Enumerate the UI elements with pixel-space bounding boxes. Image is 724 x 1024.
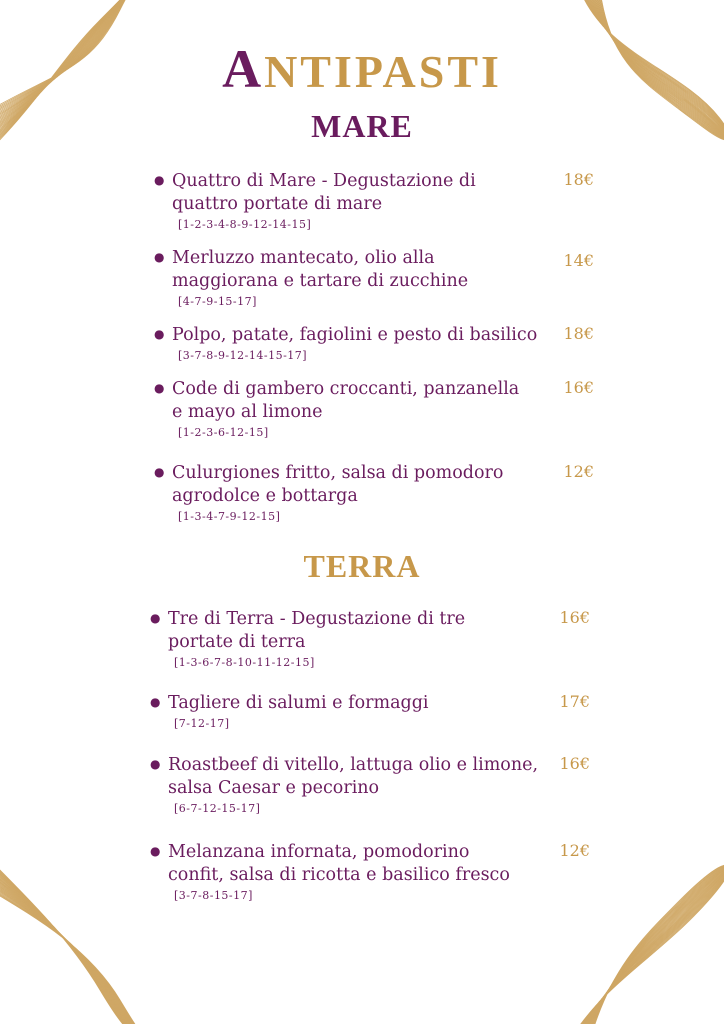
menu-item <box>146 608 590 669</box>
menu-item-allergens: [3-7-8-9-12-14-15-17] <box>178 349 308 362</box>
menu-item-price: 17€ <box>559 692 590 711</box>
menu-item <box>146 754 590 815</box>
bullet-icon: ● <box>150 611 161 625</box>
bullet-icon: ● <box>154 250 165 264</box>
menu-item <box>150 378 594 439</box>
menu-item-name: Merluzzo mantecato, olio alla maggiorana e tartare di zucchine <box>172 248 469 291</box>
menu-item <box>150 170 594 231</box>
menu-item-name: Melanzana infornata, pomodorino confit, salsa di ricotta e basilico fresco <box>168 842 510 885</box>
menu-item-price: 16€ <box>559 608 590 627</box>
menu-item <box>150 247 594 308</box>
bullet-icon: ● <box>150 695 161 709</box>
bullet-icon: ● <box>154 327 165 341</box>
menu-item-name: Polpo, patate, fagiolini e pesto di basilico <box>172 325 538 345</box>
menu-item-price: 18€ <box>563 324 594 343</box>
menu-item-allergens: [1-3-6-7-8-10-11-12-15] <box>174 656 315 669</box>
bullet-icon: ● <box>150 844 161 858</box>
menu-item-price: 12€ <box>563 462 594 481</box>
menu-item-allergens: [4-7-9-15-17] <box>178 295 257 308</box>
menu-item-price: 16€ <box>559 754 590 773</box>
menu-item-name: Tre di Terra - Degustazione di tre portate di terra <box>168 609 466 652</box>
menu-item-allergens: [1-2-3-4-8-9-12-14-15] <box>178 218 312 231</box>
menu-item-price: 12€ <box>559 841 590 860</box>
menu-item <box>146 841 590 902</box>
menu-item-allergens: [7-12-17] <box>174 717 230 730</box>
menu-item-allergens: [1-3-4-7-9-12-15] <box>178 510 281 523</box>
bullet-icon: ● <box>154 381 165 395</box>
menu-item <box>146 692 590 730</box>
menu-item-name: Tagliere di salumi e formaggi <box>168 693 429 713</box>
menu-item-allergens: [6-7-12-15-17] <box>174 802 261 815</box>
menu-item-allergens: [3-7-8-15-17] <box>174 889 253 902</box>
section-heading-mare: MARE <box>311 108 413 144</box>
title-rest: NTIPASTI <box>264 46 502 97</box>
menu-item <box>150 462 594 523</box>
menu-item-price: 16€ <box>563 378 594 397</box>
menu-item-allergens: [1-2-3-6-12-15] <box>178 426 269 439</box>
page-title <box>0 38 724 100</box>
section-heading-terra: TERRA <box>303 548 421 584</box>
menu-item-name: Code di gambero croccanti, panzanella e mayo al limone <box>172 379 520 422</box>
menu-item-name: Culurgiones fritto, salsa di pomodoro agrodolce e bottarga <box>172 463 504 506</box>
menu-item-name: Roastbeef di vitello, lattuga olio e limone, salsa Caesar e pecorino <box>168 755 539 798</box>
bullet-icon: ● <box>154 173 165 187</box>
title-first-letter: A <box>222 39 265 99</box>
bullet-icon: ● <box>154 465 165 479</box>
bullet-icon: ● <box>150 757 161 771</box>
menu-item-name: Quattro di Mare - Degustazione di quattro portate di mare <box>172 171 476 214</box>
menu-item-price: 14€ <box>563 251 594 270</box>
menu-item <box>150 324 594 362</box>
menu-item-price: 18€ <box>563 170 594 189</box>
